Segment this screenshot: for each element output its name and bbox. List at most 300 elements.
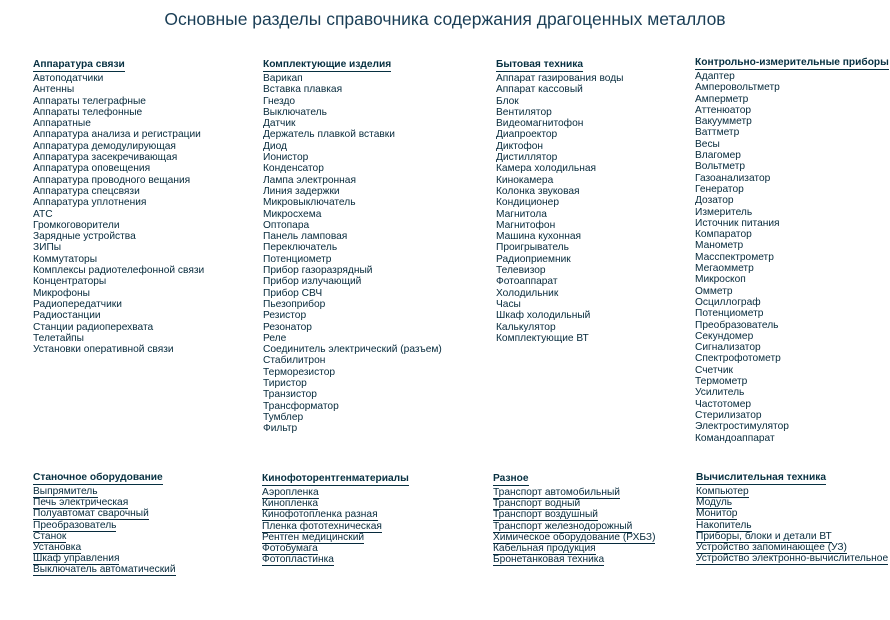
list-item-label: Аттенюатор	[695, 104, 752, 116]
list-item-label: Прибор газоразрядный	[263, 265, 373, 277]
list-item-label[interactable]: Преобразователь	[33, 519, 117, 531]
list-item	[263, 175, 442, 186]
section-link[interactable]	[262, 532, 409, 543]
list-item-label: Аппарат кассовый	[496, 84, 583, 96]
list-item-label: Преобразователь	[695, 319, 779, 331]
list-item	[695, 94, 889, 105]
list-item-label: Командоаппарат	[695, 432, 775, 444]
section-components	[263, 54, 442, 435]
list-item-label: Комплексы радиотелефонной связи	[33, 265, 205, 277]
list-item	[695, 331, 889, 342]
list-item	[695, 308, 889, 319]
list-item-label: Аппаратура анализа и регистрации	[33, 129, 201, 141]
list-item-label: Дистиллятор	[496, 152, 558, 164]
section-link[interactable]	[262, 521, 409, 532]
list-item	[33, 310, 204, 321]
list-item-label: Потенциометр	[695, 308, 764, 320]
list-item-label: Вольтметр	[695, 161, 746, 173]
list-item-label: Видеомагнитофон	[496, 118, 584, 130]
list-item	[33, 265, 204, 276]
list-item-label: Диод	[263, 140, 287, 152]
list-item	[496, 84, 623, 95]
list-item	[695, 297, 889, 308]
section-link[interactable]	[696, 553, 888, 564]
section-title: Контрольно-измерительные приборы	[695, 57, 889, 68]
list-item-label: Счетчик	[695, 364, 733, 376]
list-item-label: Лампа электронная	[263, 174, 356, 186]
list-item-label: Аппаратура демодулирующая	[33, 140, 176, 152]
list-item-label: Микросхема	[263, 208, 322, 220]
list-item	[695, 240, 889, 251]
section-measuring-instruments	[695, 52, 889, 444]
list-item	[695, 353, 889, 364]
list-item	[496, 152, 623, 163]
list-item-label: Антенны	[33, 84, 75, 96]
list-item	[496, 175, 623, 186]
list-item-label[interactable]: Транспорт воздушный	[493, 509, 598, 521]
list-item-label: Радиоприемник	[496, 253, 571, 265]
section-link[interactable]	[262, 509, 409, 520]
list-item-label[interactable]: Фотобумага	[262, 543, 318, 555]
list-item	[33, 242, 204, 253]
list-item-label: Амперовольтметр	[695, 82, 780, 94]
list-item-label: Магнитофон	[496, 219, 556, 231]
list-item	[263, 242, 442, 253]
section-title: Разное	[493, 473, 529, 484]
list-item	[263, 231, 442, 242]
list-item-label: Ваттметр	[695, 127, 740, 139]
list-item-label: Соединитель электрический (разъем)	[263, 344, 442, 356]
list-item-label: Электростимулятор	[695, 421, 789, 433]
list-item	[33, 96, 204, 107]
list-item	[695, 286, 889, 297]
list-item-label: Трансформатор	[263, 400, 339, 412]
list-item-label: Газоанализатор	[695, 172, 771, 184]
list-item	[33, 186, 204, 197]
list-item-label: Источник питания	[695, 217, 780, 229]
list-item-label[interactable]: Полуавтомат сварочный	[33, 508, 149, 520]
list-item-label[interactable]: Фотопластинка	[262, 554, 334, 566]
list-item	[33, 118, 204, 129]
section-link[interactable]	[493, 532, 655, 543]
list-item-label: Вакуумметр	[695, 116, 752, 128]
list-item	[496, 310, 623, 321]
list-item	[263, 84, 442, 95]
list-item-label[interactable]: Транспорт автомобильный	[493, 487, 620, 498]
list-item	[263, 209, 442, 220]
list-item	[496, 220, 623, 231]
list-item-label: Генератор	[695, 183, 744, 195]
list-item	[263, 401, 442, 412]
list-item	[695, 263, 889, 274]
list-item-label: Держатель плавкой вставки	[263, 129, 395, 141]
list-item	[695, 139, 889, 150]
list-item-label[interactable]: Компьютер	[696, 486, 749, 497]
list-item	[695, 421, 889, 432]
list-item-label[interactable]: Шкаф управления	[33, 553, 120, 565]
list-item-label[interactable]: Установка	[33, 542, 82, 554]
list-item-label: Телевизор	[496, 265, 546, 277]
list-item-label: Радиопередатчики	[33, 298, 122, 310]
list-item-label: Микроскоп	[695, 274, 746, 286]
list-item-label: Панель ламповая	[263, 231, 348, 243]
list-item	[496, 288, 623, 299]
section-title: Станочное оборудование	[33, 472, 163, 483]
section-link[interactable]	[493, 487, 655, 498]
list-item-label: Адаптер	[695, 71, 735, 82]
list-item	[496, 186, 623, 197]
list-item-label: Линия задержки	[263, 185, 340, 197]
list-item-label[interactable]: Транспорт железнодорожный	[493, 520, 633, 532]
list-item	[695, 410, 889, 421]
section-link[interactable]	[33, 497, 176, 508]
list-item	[263, 310, 442, 321]
list-item-label: Тиристор	[263, 378, 307, 390]
section-title: Комплектующие изделия	[263, 59, 392, 70]
section-title: Кинофоторентгенматериалы	[262, 473, 409, 484]
list-item	[496, 265, 623, 276]
list-item-label: Гнездо	[263, 95, 296, 107]
section-computing-equipment	[696, 467, 888, 564]
list-item-label: Проигрыватель	[496, 242, 569, 254]
list-item	[496, 209, 623, 220]
list-item	[33, 141, 204, 152]
list-item	[33, 254, 204, 265]
list-item-label[interactable]: Аэропленка	[262, 487, 319, 498]
list-item-label[interactable]: Приборы, блоки и детали ВТ	[696, 530, 832, 542]
list-item-label: Усилитель	[695, 387, 745, 399]
list-item	[695, 229, 889, 240]
list-item-label: Кинокамера	[496, 174, 554, 186]
list-item-label: Прибор излучающий	[263, 276, 362, 288]
list-item	[33, 333, 204, 344]
list-item	[695, 218, 889, 229]
list-item-label: Аппараты телефонные	[33, 106, 143, 118]
list-item	[263, 333, 442, 344]
list-item-label: АТС	[33, 208, 53, 220]
list-item	[496, 299, 623, 310]
list-item	[33, 84, 204, 95]
list-item	[263, 220, 442, 231]
list-item	[695, 173, 889, 184]
list-item-label[interactable]: Выключатель автоматический	[33, 564, 176, 576]
list-item-label: Терморезистор	[263, 366, 336, 378]
list-item-label[interactable]: Монитор	[696, 508, 738, 520]
list-item-label: Датчик	[263, 118, 296, 130]
list-item-label: Ионистор	[263, 152, 309, 164]
list-item-label: Секундомер	[695, 330, 754, 342]
list-item-label[interactable]: Устройство электронно-вычислительное	[696, 553, 889, 565]
list-item-label: Часы	[496, 298, 521, 310]
list-item-label: Оптопара	[263, 219, 310, 231]
list-item	[496, 322, 623, 333]
section-link[interactable]	[696, 497, 888, 508]
list-item-label: Аппаратура засекречивающая	[33, 152, 178, 164]
list-item	[695, 105, 889, 116]
list-item	[33, 220, 204, 231]
list-item	[263, 265, 442, 276]
list-item	[263, 118, 442, 129]
list-item	[263, 141, 442, 152]
list-item-label: Спектрофотометр	[695, 353, 781, 365]
list-item	[263, 186, 442, 197]
list-item	[263, 152, 442, 163]
list-item-label: Аппараты телеграфные	[33, 95, 146, 107]
list-item	[263, 423, 442, 434]
list-item	[263, 378, 442, 389]
list-item-label: Сигнализатор	[695, 342, 761, 354]
list-item-label: Аппаратура спецсвязи	[33, 185, 140, 197]
section-link[interactable]	[696, 542, 888, 553]
list-item	[695, 320, 889, 331]
list-item	[263, 129, 442, 140]
list-item	[496, 129, 623, 140]
list-item	[33, 344, 204, 355]
list-item-label: Транзистор	[263, 389, 317, 401]
section-link[interactable]	[33, 564, 176, 575]
list-item-label: Фотоаппарат	[496, 276, 558, 288]
list-item	[263, 299, 442, 310]
list-item	[33, 288, 204, 299]
list-item-label: Конденсатор	[263, 163, 324, 175]
list-item	[496, 141, 623, 152]
list-item	[263, 163, 442, 174]
section-link[interactable]	[33, 531, 176, 542]
section-photo-film-materials	[262, 468, 409, 565]
list-item	[263, 254, 442, 265]
section-household-appliances	[496, 54, 623, 344]
list-item-label: Шкаф холодильный	[496, 310, 591, 322]
list-item	[33, 299, 204, 310]
section-link[interactable]	[696, 531, 888, 542]
section-link[interactable]	[33, 553, 176, 564]
list-item-label: Блок	[496, 95, 519, 107]
list-item-label: Осциллограф	[695, 296, 761, 308]
section-link[interactable]	[33, 508, 176, 519]
section-link[interactable]	[493, 543, 655, 554]
list-item-label: Резистор	[263, 310, 307, 322]
list-item	[263, 96, 442, 107]
list-item-label: Дозатор	[695, 195, 734, 207]
list-item	[496, 73, 623, 84]
section-title: Вычислительная техника	[696, 472, 826, 483]
section-link[interactable]	[33, 542, 176, 553]
list-item	[695, 207, 889, 218]
section-link[interactable]	[262, 554, 409, 565]
list-item-label[interactable]: Модуль	[696, 497, 733, 509]
list-item	[695, 184, 889, 195]
list-item-label: ЗИПы	[33, 242, 62, 254]
list-item-label: Установки оперативной связи	[33, 344, 174, 356]
list-item	[33, 129, 204, 140]
section-title: Бытовая техника	[496, 59, 584, 70]
list-item	[496, 242, 623, 253]
list-item	[695, 399, 889, 410]
list-item-label: Варикап	[263, 73, 303, 84]
list-item-label: Микровыключатель	[263, 197, 356, 209]
section-link[interactable]	[262, 487, 409, 498]
list-item-label: Аппарат газирования воды	[496, 73, 624, 84]
list-item	[263, 389, 442, 400]
list-item	[496, 333, 623, 344]
list-item	[695, 376, 889, 387]
list-item-label[interactable]: Печь электрическая	[33, 497, 129, 509]
list-item-label: Частотомер	[695, 398, 752, 410]
list-item-label: Аппаратные	[33, 118, 91, 130]
list-item-label[interactable]: Устройство запоминающее (УЗ)	[696, 542, 847, 554]
list-item	[695, 433, 889, 444]
list-item	[263, 367, 442, 378]
list-item-label: Холодильник	[496, 287, 559, 299]
page-title: Основные разделы справочника содержания драгоценных металлов	[164, 9, 726, 29]
list-item-label: Зарядные устройства	[33, 231, 136, 243]
list-item-label: Коммутаторы	[33, 253, 98, 265]
list-item-label: Термометр	[695, 376, 748, 388]
list-item-label[interactable]: Выпрямитель	[33, 486, 98, 497]
list-item-label: Стабилитрон	[263, 355, 326, 367]
section-link[interactable]	[493, 521, 655, 532]
list-item	[263, 412, 442, 423]
list-item-label: Пьезоприбор	[263, 298, 326, 310]
list-item	[695, 161, 889, 172]
section-link[interactable]	[33, 486, 176, 497]
list-item	[263, 344, 442, 355]
list-item-label: Манометр	[695, 240, 744, 252]
list-item-label: Диапроектор	[496, 129, 558, 141]
list-item-label: Вставка плавкая	[263, 84, 343, 96]
list-item-label[interactable]: Бронетанковая техника	[493, 554, 605, 566]
list-item	[263, 73, 442, 84]
list-item	[496, 163, 623, 174]
list-item-label: Потенциометр	[263, 253, 332, 265]
list-item	[263, 322, 442, 333]
list-item-label[interactable]: Химическое оборудование (РХБЗ)	[493, 531, 656, 543]
section-link[interactable]	[33, 520, 176, 531]
list-item-label: Станции радиоперехвата	[33, 321, 154, 333]
section-link[interactable]	[493, 498, 655, 509]
list-item-label: Прибор СВЧ	[263, 287, 323, 299]
list-item-label: Стерилизатор	[695, 409, 762, 421]
list-item-label: Аппаратура оповещения	[33, 163, 151, 175]
list-item-label: Тумблер	[263, 411, 304, 423]
list-item-label: Вентилятор	[496, 106, 552, 118]
list-item-label[interactable]: Станок	[33, 530, 67, 542]
list-item	[33, 197, 204, 208]
section-title: Аппаратура связи	[33, 59, 125, 70]
list-item	[33, 322, 204, 333]
list-item-label: Концентраторы	[33, 276, 107, 288]
list-item	[263, 276, 442, 287]
list-item-label: Кондиционер	[496, 197, 560, 209]
list-item-label[interactable]: Кинофотопленка разная	[262, 509, 378, 521]
list-item	[496, 107, 623, 118]
list-item-label: Масспектрометр	[695, 251, 774, 263]
section-link[interactable]	[493, 554, 655, 565]
section-link[interactable]	[696, 508, 888, 519]
list-item-label[interactable]: Накопитель	[696, 519, 752, 531]
list-item	[695, 387, 889, 398]
list-item-label: Реле	[263, 332, 287, 344]
list-item-label: Громкоговорители	[33, 219, 120, 231]
list-item	[263, 197, 442, 208]
list-item-label[interactable]: Кабельная продукция	[493, 543, 596, 555]
list-item	[695, 82, 889, 93]
list-item-label: Аппаратура уплотнения	[33, 197, 147, 209]
list-item	[33, 73, 204, 84]
list-item	[695, 150, 889, 161]
list-item-label: Машина кухонная	[496, 231, 581, 243]
list-item-label: Мегаомметр	[695, 263, 754, 275]
list-item-label: Переключатель	[263, 242, 338, 254]
list-item	[33, 276, 204, 287]
list-item-label: Резонатор	[263, 321, 312, 333]
list-item	[695, 274, 889, 285]
section-link[interactable]	[493, 509, 655, 520]
list-item-label: Камера холодильная	[496, 163, 597, 175]
list-item-label: Калькулятор	[496, 321, 556, 333]
list-item	[496, 231, 623, 242]
list-item-label: Омметр	[695, 285, 733, 297]
list-item	[695, 342, 889, 353]
list-item-label: Микрофоны	[33, 287, 90, 299]
list-item-label: Выключатель	[263, 106, 327, 118]
list-item-label[interactable]: Кинопленка	[262, 498, 319, 510]
list-item-label: Комплектующие ВТ	[496, 332, 589, 344]
section-link[interactable]	[262, 543, 409, 554]
list-item-label: Автоподатчики	[33, 73, 104, 84]
list-item-label: Диктофон	[496, 140, 544, 152]
list-item	[263, 107, 442, 118]
list-item	[33, 175, 204, 186]
list-item	[695, 127, 889, 138]
list-item	[33, 163, 204, 174]
list-item	[33, 107, 204, 118]
list-item	[263, 355, 442, 366]
list-item	[695, 71, 889, 82]
section-link[interactable]	[262, 498, 409, 509]
section-machine-equipment	[33, 467, 176, 576]
list-item	[496, 118, 623, 129]
list-item-label[interactable]: Рентген медицинский	[262, 531, 365, 543]
list-item-label: Магнитола	[496, 208, 547, 220]
list-item-label: Измеритель	[695, 206, 753, 218]
list-item-label: Аппаратура проводного вещания	[33, 174, 191, 186]
list-item-label: Фильтр	[263, 423, 298, 435]
list-item	[695, 116, 889, 127]
section-link[interactable]	[696, 486, 888, 497]
list-item-label: Телетайпы	[33, 332, 84, 344]
list-item	[33, 209, 204, 220]
list-item-label: Амперметр	[695, 93, 749, 105]
list-item-label[interactable]: Транспорт водный	[493, 498, 581, 510]
list-item	[33, 152, 204, 163]
section-link[interactable]	[696, 520, 888, 531]
section-communication-equipment	[33, 54, 204, 355]
list-item	[695, 195, 889, 206]
list-item	[695, 252, 889, 263]
list-item	[695, 365, 889, 376]
list-item-label: Влагомер	[695, 150, 741, 162]
list-item	[496, 96, 623, 107]
list-item	[496, 197, 623, 208]
list-item-label[interactable]: Пленка фототехническая	[262, 520, 382, 532]
section-miscellaneous	[493, 468, 655, 565]
list-item	[33, 231, 204, 242]
list-item-label: Колонка звуковая	[496, 185, 580, 197]
list-item-label: Компаратор	[695, 229, 752, 241]
list-item	[263, 288, 442, 299]
list-item	[496, 276, 623, 287]
